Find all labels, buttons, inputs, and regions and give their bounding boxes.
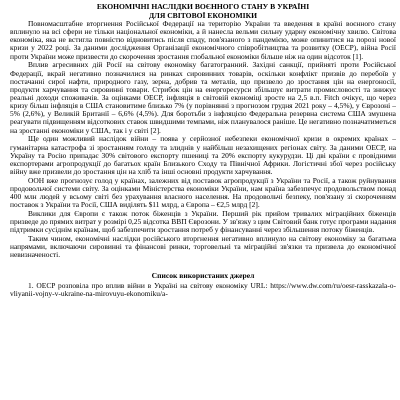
sources-heading: Список використаних джерел <box>151 270 255 280</box>
document-title-line-1: ЕКОНОМІЧНІ НАСЛІДКИ ВОЄННОГО СТАНУ В УКРАЇНІ <box>96 2 310 11</box>
document-page <box>10 2 396 400</box>
paragraph-6: Таким чином, економічні наслідки російського вторгнення негативно вплинуло на світову економіку за багатьма напрямами, включаючи сировинні та фінансові ринки, торговельні та міграційні зв'язки та призвела до економічної невизначеності. <box>10 234 396 260</box>
paragraph-2: Вплив агресивних дій Росії на світову економіку багатогранний. Західні санкції, прийняті проти Російської Федерації, вкрай негативно позначилися на ринках сировинних товарів, оскільки конфлікт призвів до перебоїв у постачанні сирої нафти, природного газу, зерна, добрив та металів, що призвело до зростання цін на енергоносії, продукти харчування та сировинні товари. Стрибок цін на енергоресурси збільшує витрати промисловості та знижує реальні доходи споживачів. За оцінками ОЕСР, інфляція в світовій економіці зросте на 2,5 в.п. Fitch очікує, що через кризу більш інфляція в США становитиме близько 7% (у порівнянні з прогнозом грудня 2021 року – 4,5%), у Єврозоні – 5% (2,6%), у Великій Британії – 6,6% (4,5%). Для боротьби з інфляцією Федеральна резервна система США змушена реагувати підвищенням відсоткових ставок швидшими темпами, ніж планувалося раніше. Це негативно позначатиметься на зростанні економіки у США, так і у світі [2]. <box>10 60 396 135</box>
paragraph-5: Виклики для Європи є також поток біженців з України. Перший рік прийом тривалих міграційних біженців призведе до прямих витрат у розмірі 0,25 відсотка ВВП Єврозони. У зв'язку з цим Світовий банк готує програми надання підтримки сусіднім країнам, щоб забезпечити зростання потреб у фінансуванні через збільшення потоку біженців. <box>10 208 396 235</box>
paragraph-3: Ще один можливий наслідок війни – поява у серйозної небезпеки економічної кризи в окремих країнах – гуманітарна катастрофа зі зростанням голоду та злиднів у найбільш незахищених регіонах світу. За даними ОЕСР, на Україну та Росію припадає 30% світового експорту пшениці та 20% експорту кукурудзи. Ці дві країни є провідними експортерами агропродукції до багатьох країн Близького Сходу та Північної Африки. Логістичні збої через російську війну вже призвели до зростання цін на хліб та інші основні продукти харчування. <box>10 134 396 176</box>
document-title-line-2: ДЛЯ СВІТОВОЇ ЕКОНОМІКИ <box>148 11 258 20</box>
paragraph-1: Повномасштабне вторгнення Російської Федерації на територію України та введення в країні воєнного стану вплинуло на всі сфери не тільки національної економіки, а й нанесла вельми сильну ударну економічну хвилю. Світова економіка, яка не встигла повністю відновитись після спаду, пов'язаного з пандемією, може опинитися на порозі нової кризи у 2022 році. За даними дослідження Організації економічного співробітництва та розвитку (ОЕСР), війна Росії проти України може призвести до скорочення зростання глобальної економіки більше ніж на один відсоток [1]. <box>10 19 396 61</box>
paragraph-4: ООН вже прогнозує голод у країнах, залежних від поставок агропродукції з України та Росії, а також руйнування продовольчої системи світу. За оцінками Міністерства економіки України, нам країна забезпечує продовольством понад 400 млн людей у всьому світі без урахування власного населення. На продовольчі безпеку, пов'язану зі скороченням поставок з України та Росії, США виділять $11 млрд, а Європа – €2,5 млрд [2]. <box>10 175 396 210</box>
source-item-1: 1. OECP розповіла про вплив війни в Україні на світову економіку URL: https://www.dw.com/ru/oesr-rasskazala-o-vliyanii-vojny-v-ukraine-na-mirovuyu-ekonomiku/a- <box>10 280 396 298</box>
